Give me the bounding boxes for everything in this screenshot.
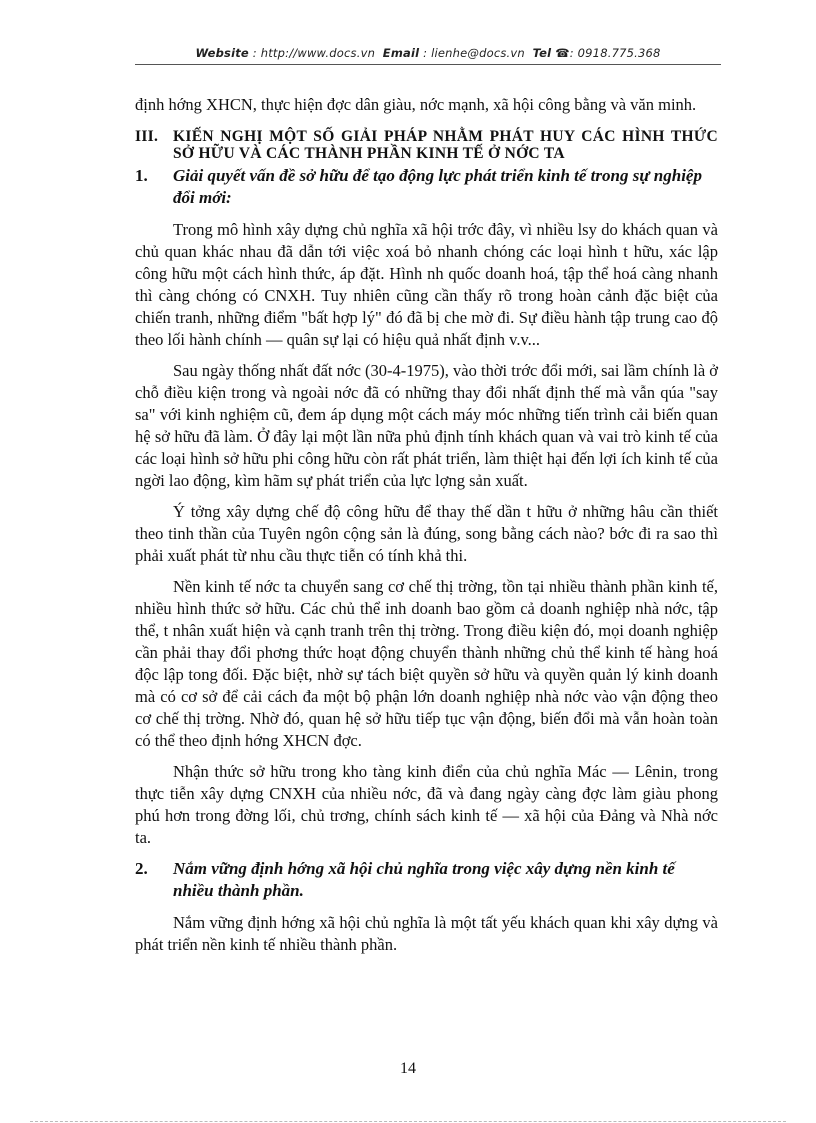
email-address: : lienhe@docs.vn: [423, 46, 525, 60]
header-divider: [135, 64, 721, 65]
subsection-heading-1: [135, 165, 718, 209]
section-number: III.: [135, 128, 159, 145]
paragraph: Trong mô hình xây dựng chủ nghĩa xã hội trớc đây, vì nhiều lsy do khách quan và chủ quan khác nhau đã dẫn tới việc xoá bỏ nhanh chóng các loại hình t hữu, xác lập công hữu một cách hình thức, áp đặt. Hình nh quốc doanh hoá, tập thể hoá càng nhanh thì càng chóng có CNXH. Tuy nhiên cũng cần thấy rõ trong hoàn cảnh đặc biệt của chiến tranh, những điểm "bất hợp lý" đó đã bị che mờ đi. Sự điều hành tập trung cao độ theo lối hành chính — quân sự lại có hiệu quả nhất định v.v...: [135, 220, 718, 349]
paragraph: Nhận thức sở hữu trong kho tàng kinh điển của chủ nghĩa Mác — Lênin, trong thực tiễn xây dựng CNXH của nhiều nớc, đã và đang ngày càng đợc làm giàu phong phú hơn trong đờng lối, chủ trơng, chính sách kinh tế — xã hội của Đảng và Nhà nớc ta.: [135, 762, 718, 847]
intro-paragraph: định hớng XHCN, thực hiện đợc dân giàu, nớc mạnh, xã hội công bằng và văn minh.: [135, 95, 697, 114]
page-number: 14: [400, 1060, 416, 1077]
page-header: [135, 46, 721, 60]
website-label: Website: [195, 46, 249, 60]
subsection-title: Giải quyết vấn đề sở hữu để tạo động lực phát triển kinh tế trong sự nghiệp đổi mới:: [173, 166, 702, 207]
section-title: KIẾN NGHỊ MỘT SỐ GIẢI PHÁP NHẰM PHÁT HUY CÁC HÌNH THỨC SỞ HỮU VÀ CÁC THÀNH PHẦN KINH TẾ Ở NỚC TA: [173, 128, 718, 162]
website-url: : http://www.docs.vn: [252, 46, 376, 60]
paragraph: Ý tởng xây dựng chế độ công hữu để thay thế dần t hữu ở những hâu cần thiết theo tinh thần của Tuyên ngôn cộng sản là đúng, song bằng cách nào? bớc đi ra sao thì phải xuất phát từ nhu cầu thực tiễn có tính khả thi.: [135, 502, 718, 565]
paragraph: Nắm vững định hớng xã hội chủ nghĩa là một tất yếu khách quan khi xây dựng và phát triển nền kinh tế nhiều thành phần.: [135, 913, 718, 954]
document-body: [135, 94, 718, 965]
tel-label: Tel: [532, 46, 552, 60]
subsection-heading-2: [135, 858, 718, 902]
phone-icon: ☎: [555, 46, 570, 60]
paragraph: Nền kinh tế nớc ta chuyển sang cơ chế thị trờng, tồn tại nhiều thành phần kinh tế, nhiều hình thức sở hữu. Các chủ thể inh doanh bao gồm cả doanh nghiệp nhà nớc, tập thể, t nhân xuất hiện và cạnh tranh trên thị trờng. Trong điều kiện đó, mọi doanh nghiệp cần phải thay đổi phơng thức hoạt động chuyển thành những chủ thể kinh tế hàng hoá độc lập tong đối. Đặc biệt, nhờ sự tách biệt quyền sở hữu và quyền quản lý kinh doanh mà có cơ sở để cải cách đa một bộ phận lớn doanh nghiệp nhà nớc vào vận động theo cơ chế thị trờng. Nhờ đó, quan hệ sở hữu tiếp tục vận động, biến đổi mà vẫn hoàn toàn có thể theo định hớng XHCN đợc.: [135, 577, 718, 750]
paragraph: Sau ngày thống nhất đất nớc (30-4-1975), vào thời trớc đổi mới, sai lầm chính là ở chỗ điều kiện trong và ngoài nớc đã có những thay đổi nhất định thế mà vẫn qúa "say sa" với kinh nghiệm cũ, đem áp dụng một cách máy móc những tiến trình cải biến quan hệ sở hữu đã làm. Ở đây lại một lần nữa phủ định tính khách quan và vai trò kinh tế của các loại hình sở hữu phi công hữu còn rất phát triển, làm thiệt hại đến lợi ích kinh tế của ngời lao động, kìm hãm sự phát triển của lực lợng sản xuất.: [135, 361, 718, 490]
subsection-number: 2.: [135, 859, 148, 878]
subsection-title: Nắm vững định hớng xã hội chủ nghĩa trong việc xây dựng nền kinh tế nhiều thành phần.: [173, 859, 675, 900]
footer-divider: [30, 1121, 786, 1122]
phone-number: : 0918.775.368: [569, 46, 661, 60]
subsection-number: 1.: [135, 166, 148, 185]
section-heading-iii: [135, 128, 718, 162]
email-label: Email: [382, 46, 420, 60]
